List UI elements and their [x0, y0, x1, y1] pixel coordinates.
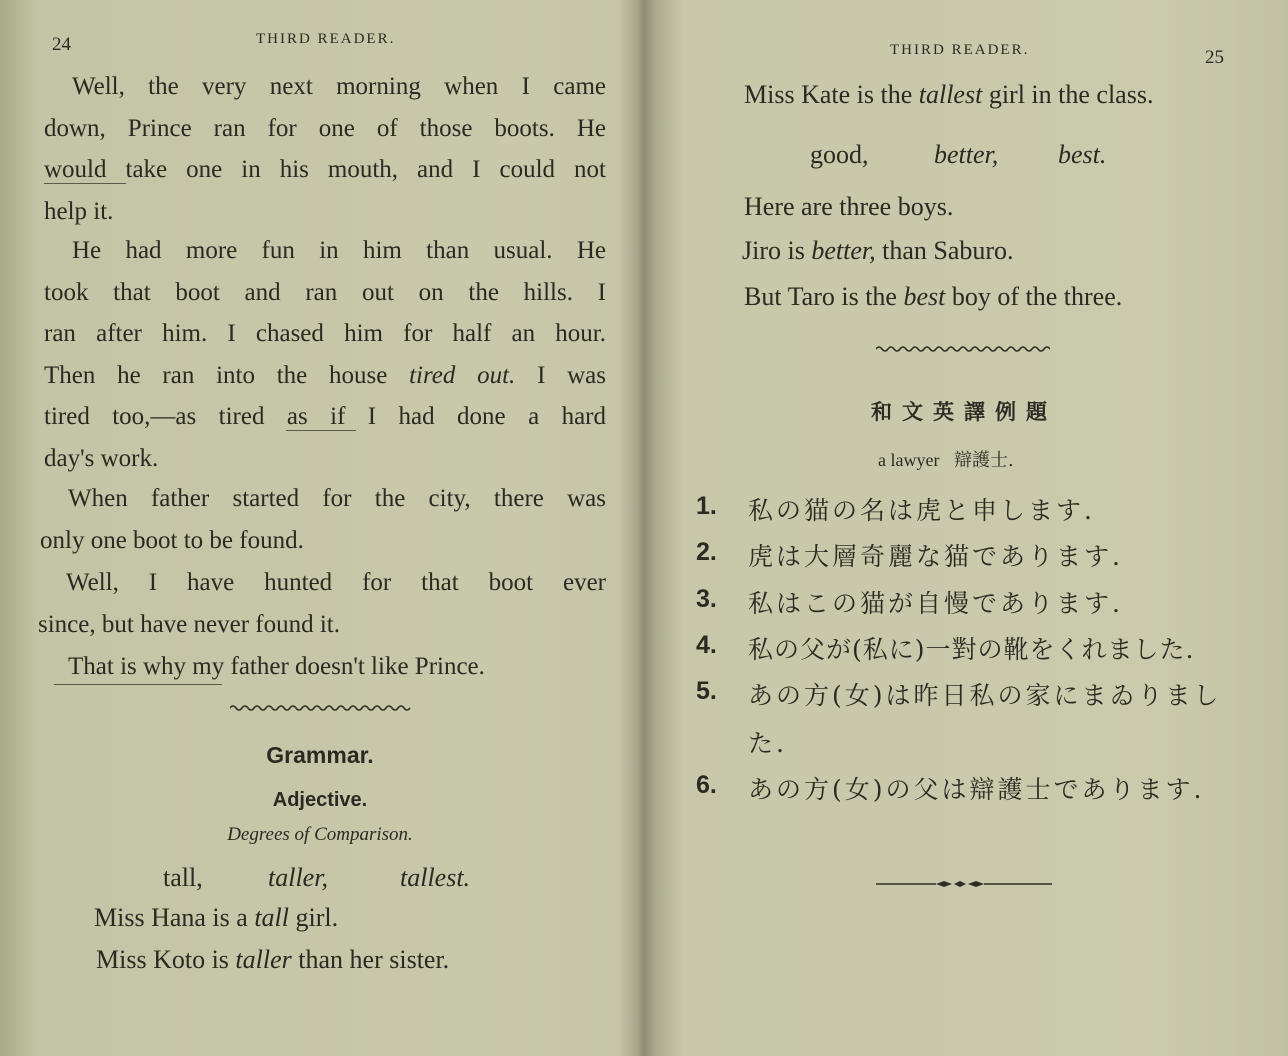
pencil-underline: [54, 684, 222, 685]
page-number: 25: [1205, 47, 1224, 68]
text-line: took that boot and ran out on the hills. I: [44, 278, 606, 306]
degree-word: better,: [934, 140, 999, 169]
grammar-heading: Grammar.: [266, 742, 374, 768]
text-line: only one boot to be found.: [40, 526, 304, 554]
text-line: since, but have never found it.: [38, 610, 340, 638]
vocab-note: a lawyer 辯護士.: [878, 450, 1014, 471]
exercise-number: 4.: [696, 631, 717, 659]
wavy-rule-ornament: [230, 703, 412, 713]
exercise-number: 3.: [696, 585, 717, 613]
running-head: THIRD READER.: [256, 31, 396, 47]
exercise-number: 6.: [696, 771, 717, 799]
exercise-sentence: 私の父が(私に)一對の靴をくれました.: [748, 635, 1195, 664]
end-rule-ornament: [876, 879, 1052, 889]
text-line: ran after him. I chased him for half an hour.: [44, 320, 606, 347]
degree-word: good,: [810, 140, 869, 169]
text-line: Well, the very next morning when I came: [72, 73, 606, 100]
degree-word: best.: [1058, 140, 1107, 169]
exercise-number: 5.: [696, 677, 717, 705]
text-line: day's work.: [44, 444, 159, 472]
exercise-sentence: 虎は大層奇麗な猫であります.: [748, 542, 1123, 571]
left-page: [0, 0, 636, 1056]
exercise-sentence: 私の猫の名は虎と申します.: [748, 496, 1095, 525]
paragraph: [38, 562, 606, 645]
exercise-sentence: あの方(女)は昨日私の家にまゐりまし: [748, 681, 1222, 710]
pencil-underline: [44, 183, 126, 184]
text-line: He had more fun in him than usual. He: [72, 237, 606, 264]
text-line: When father started for the city, there was: [68, 485, 606, 512]
text-line: down, Prince ran for one of those boots. He: [44, 114, 606, 142]
paragraph: [44, 66, 606, 232]
degree-word: tall,: [163, 863, 203, 892]
paragraph: [40, 646, 606, 688]
example-sentence: Miss Kate is the tallest girl in the class.: [744, 80, 1154, 109]
exercise-heading: 和文英譯例題: [871, 400, 1057, 424]
paragraph: [44, 230, 606, 479]
exercise-sentence-continued: た.: [748, 729, 787, 758]
right-page: [650, 0, 1288, 1056]
degrees-caption: Degrees of Comparison.: [227, 824, 413, 845]
exercise-sentence: 私はこの猫が自慢であります.: [748, 589, 1123, 618]
exercise-number: 2.: [696, 538, 717, 566]
italic-phrase: tired out.: [409, 361, 516, 389]
example-sentence: Miss Hana is a tall girl.: [94, 903, 339, 932]
text-line: Well, I have hunted for that boot ever: [66, 569, 606, 596]
wavy-rule-ornament: [876, 344, 1050, 354]
text-line: tired too,—as tired as if I had done a hard: [44, 403, 606, 430]
example-sentence: Miss Koto is taller than her sister.: [96, 945, 450, 974]
exercise-sentence: あの方(女)の父は辯護士であります.: [748, 775, 1205, 804]
text-line: help it.: [44, 197, 114, 225]
exercise-number: 1.: [696, 492, 717, 520]
example-sentence: Here are three boys.: [744, 192, 954, 221]
adjective-subheading: Adjective.: [272, 789, 368, 811]
page-number: 24: [52, 34, 71, 55]
pencil-underline: [286, 430, 356, 431]
degree-word: tallest.: [400, 863, 471, 892]
paragraph: [40, 478, 606, 561]
text-line: would take one in his mouth, and I could not: [44, 156, 606, 183]
degree-word: taller,: [268, 863, 328, 892]
example-sentence: But Taro is the best boy of the three.: [744, 282, 1123, 311]
text-line: Then he ran into the house tired out. I was: [44, 361, 607, 389]
text-line: That is why my father doesn't like Prince.: [68, 653, 485, 680]
running-head: THIRD READER.: [890, 42, 1030, 58]
example-sentence: Jiro is better, than Saburo.: [742, 236, 1014, 265]
